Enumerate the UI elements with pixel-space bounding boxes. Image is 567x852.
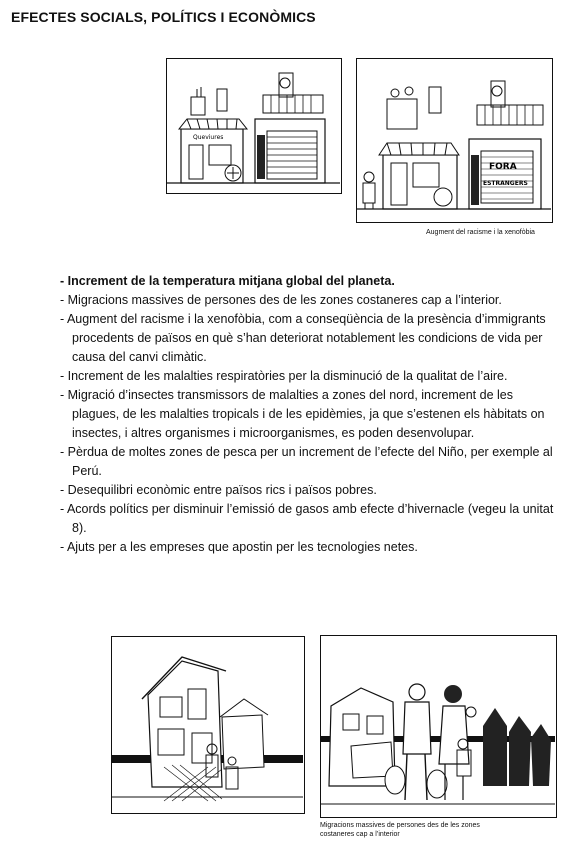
racism-drawing bbox=[357, 59, 551, 221]
list-item: - Increment de la temperatura mitjana global del planeta. bbox=[60, 274, 395, 288]
effects-list bbox=[60, 272, 560, 557]
illustration-street-before bbox=[166, 58, 342, 194]
damaged-house-drawing bbox=[112, 637, 303, 812]
caption-migration-line2: costaneres cap a l’interior bbox=[320, 831, 400, 838]
street-drawing bbox=[167, 59, 340, 192]
list-item: - Migració d’insectes transmissors de malalties a zones del nord, increment de les plagues, de les malalties tropicals i de les epidèmies, ja que s’estenen els hàbitats on insectes, i altres organismes i microorganismes, es poden desenvolupar. bbox=[60, 388, 545, 440]
list-item: - Migracions massives de persones des de les zones costaneres cap a l’interior. bbox=[60, 293, 502, 307]
illustration-racism bbox=[356, 58, 553, 223]
illustration-damaged-house bbox=[111, 636, 305, 814]
caption-migration bbox=[320, 821, 480, 839]
caption-racism: Augment del racisme i la xenofòbia bbox=[426, 229, 535, 236]
graffiti-estrangers: ESTRANGERS bbox=[483, 180, 528, 187]
shop-sign-text: Queviures bbox=[193, 134, 224, 141]
caption-migration-line1: Migracions massives de persones des de les zones bbox=[320, 822, 480, 829]
list-item: - Increment de les malalties respiratòries per la disminució de la qualitat de l’aire. bbox=[60, 369, 508, 383]
page-title: EFECTES SOCIALS, POLÍTICS I ECONÒMICS bbox=[11, 9, 316, 25]
list-item: - Desequilibri econòmic entre països rics i països pobres. bbox=[60, 483, 377, 497]
migration-drawing bbox=[321, 636, 555, 816]
list-item: - Ajuts per a les empreses que apostin per les tecnologies netes. bbox=[60, 540, 418, 554]
graffiti-fora: FORA bbox=[489, 162, 517, 172]
illustration-migration bbox=[320, 635, 557, 818]
list-item: - Pèrdua de moltes zones de pesca per un increment de l’efecte del Niño, per exemple al Perú. bbox=[60, 445, 553, 478]
list-item: - Acords polítics per disminuir l’emissió de gasos amb efecte d’hivernacle (vegeu la unitat 8). bbox=[60, 502, 554, 535]
list-item: - Augment del racisme i la xenofòbia, com a conseqüència de la presència d’immigrants procedents de països en què s’han deteriorat notablement les condicions de vida per causa del canvi climàtic. bbox=[60, 312, 546, 364]
